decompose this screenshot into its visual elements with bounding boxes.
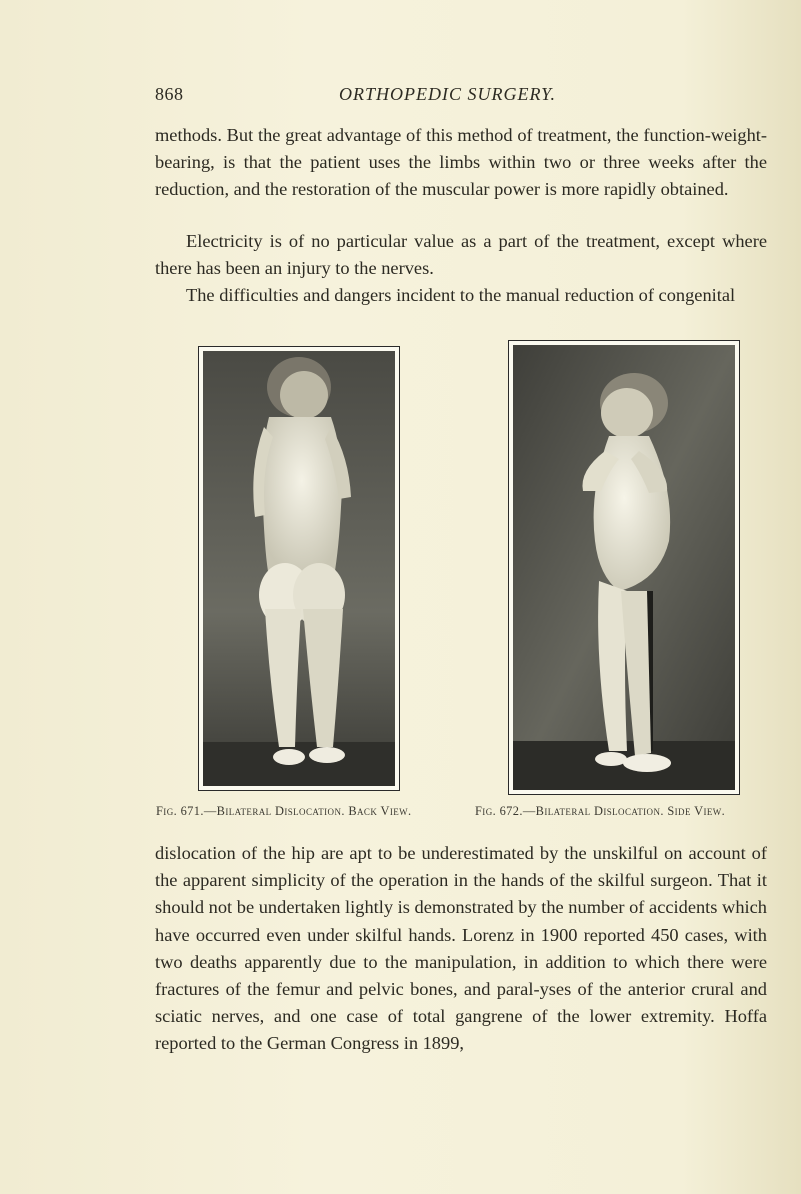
body-paragraph-1: methods. But the great advantage of this method of treatment, the function-weight-bearing, is that the patient uses the limbs within two or three weeks after the reduction, and the restoration of the muscular power is more rapidly obtained. bbox=[155, 125, 767, 200]
page-number: 868 bbox=[155, 84, 184, 104]
figure-672-photo bbox=[508, 340, 740, 795]
body-paragraph-2: Electricity is of no particular value as a part of the treatment, except where there has been an injury to the nerves. bbox=[155, 231, 767, 279]
running-title: ORTHOPEDIC SURGERY. bbox=[339, 84, 557, 104]
page-header bbox=[155, 84, 770, 108]
figure-671-caption: Fig. 671.—Bilateral Dislocation. Back View. bbox=[156, 804, 412, 818]
figure-672-illustration bbox=[509, 341, 739, 794]
body-paragraph-3: The difficulties and dangers incident to the manual reduction of congenital bbox=[186, 285, 736, 305]
figure-672-caption: Fig. 672.—Bilateral Dislocation. Side View. bbox=[475, 804, 726, 818]
figure-671-illustration bbox=[199, 347, 399, 790]
figure-671-photo bbox=[198, 346, 400, 791]
body-paragraph-4: dislocation of the hip are apt to be underestimated by the unskilful on account of the apparent simplicity of the operation in the hands of the skilful surgeon. That it should not be undertaken lightly is demonstrated by the number of accidents which have occurred even under skilful hands. Lorenz in 1900 reported 450 cases, with two deaths apparently due to the manipulation, in addition to which there were fractures of the femur and pelvic bones, and paral-yses of the anterior crural and sciatic nerves, and one case of total gangrene of the lower extremity. Hoffa reported to the German Congress in 1899, bbox=[155, 843, 767, 1054]
